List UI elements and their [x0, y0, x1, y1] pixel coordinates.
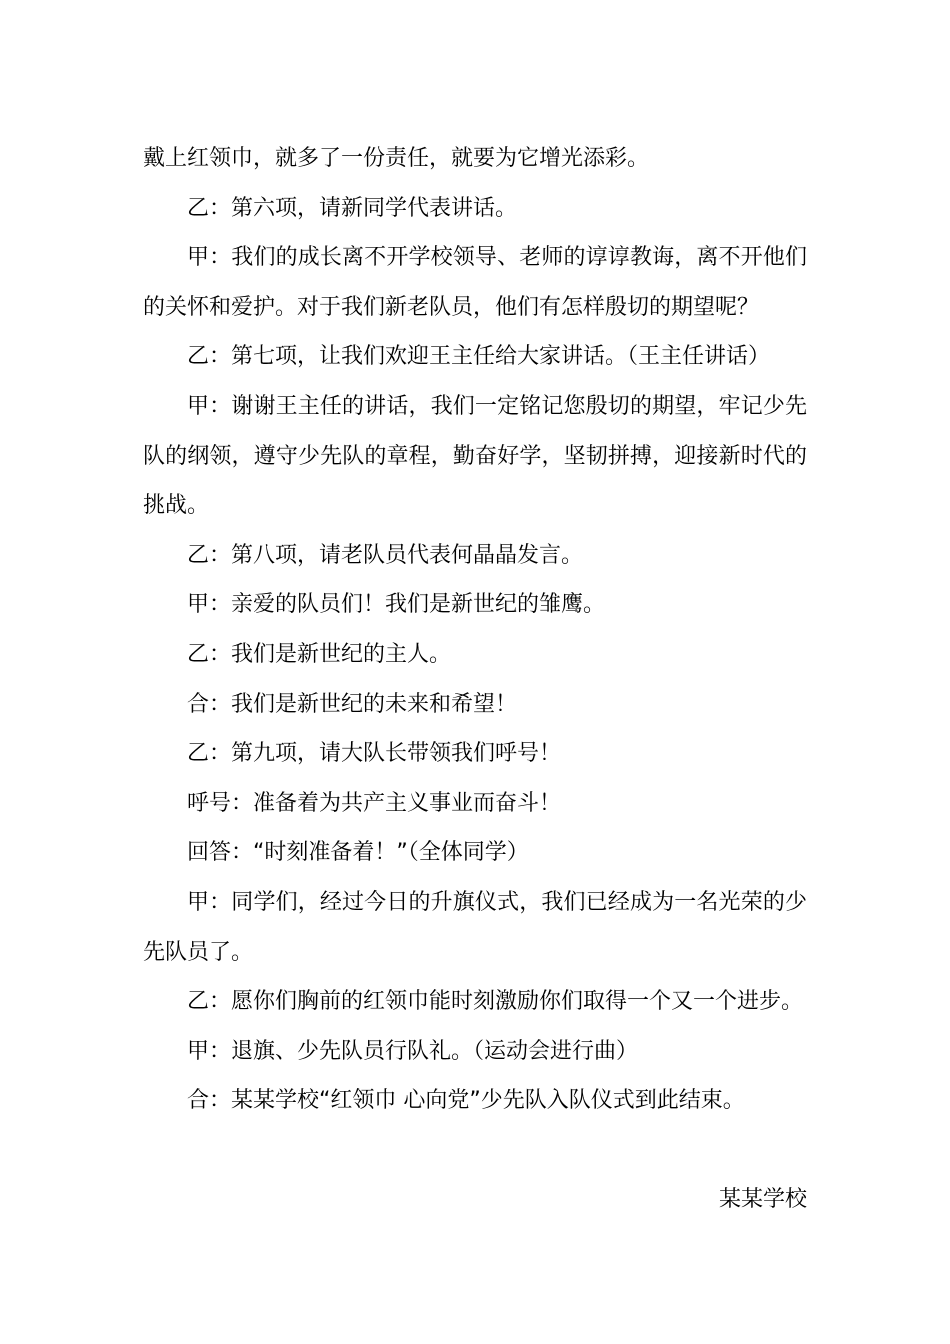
paragraph-become-pioneers: 甲：同学们，经过今日的升旗仪式，我们已经成为一名光荣的少先队员了。 [143, 889, 807, 965]
paragraph-item-8-announcement: 乙：第八项，请老队员代表何晶晶发言。 [187, 542, 584, 568]
paragraph-leaders-care: 甲：我们的成长离不开学校领导、老师的谆谆教诲，离不开他们的关怀和爱护。对于我们新老队员，他们有怎样殷切的期望呢？ [143, 245, 807, 320]
paragraph-continuation: 戴上红领巾，就多了一份责任，就要为它增光添彩。 [143, 146, 650, 171]
paragraph-slogan: 呼号：准备着为共产主义事业而奋斗！ [187, 790, 562, 816]
paragraph-thanks-director: 甲：谢谢王主任的讲话，我们一定铭记您殷切的期望，牢记少先队的纲领，遵守少先队的章程，勤奋好学，坚韧拼搏，迎接新时代的挑战。 [143, 393, 807, 519]
paragraph-response: 回答：“时刻准备着！”（全体同学） [187, 840, 529, 866]
document-body [143, 134, 807, 1126]
signature-school: 某某学校 [718, 1187, 807, 1212]
paragraph-item-7-announcement: 乙：第七项，让我们欢迎王主任给大家讲话。（王主任讲话） [187, 344, 771, 370]
paragraph-flag-retreat: 甲：退旗、少先队员行队礼。（运动会进行曲） [187, 1038, 639, 1064]
paragraph-item-6-announcement: 乙：第六项，请新同学代表讲话。 [187, 195, 518, 221]
paragraph-masters: 乙：我们是新世纪的主人。 [187, 641, 452, 667]
paragraph-future-hope: 合：我们是新世纪的未来和希望！ [187, 691, 518, 717]
paragraph-item-9-announcement: 乙：第九项，请大队长带领我们呼号！ [187, 741, 562, 767]
paragraph-encouragement: 乙：愿你们胸前的红领巾能时刻激励你们取得一个又一个进步。 [187, 989, 804, 1015]
paragraph-eaglets: 甲：亲爱的队员们！我们是新世纪的雏鹰。 [187, 592, 606, 618]
paragraph-closing: 合：某某学校“红领巾 心向党”少先队入队仪式到此结束。 [187, 1088, 745, 1114]
